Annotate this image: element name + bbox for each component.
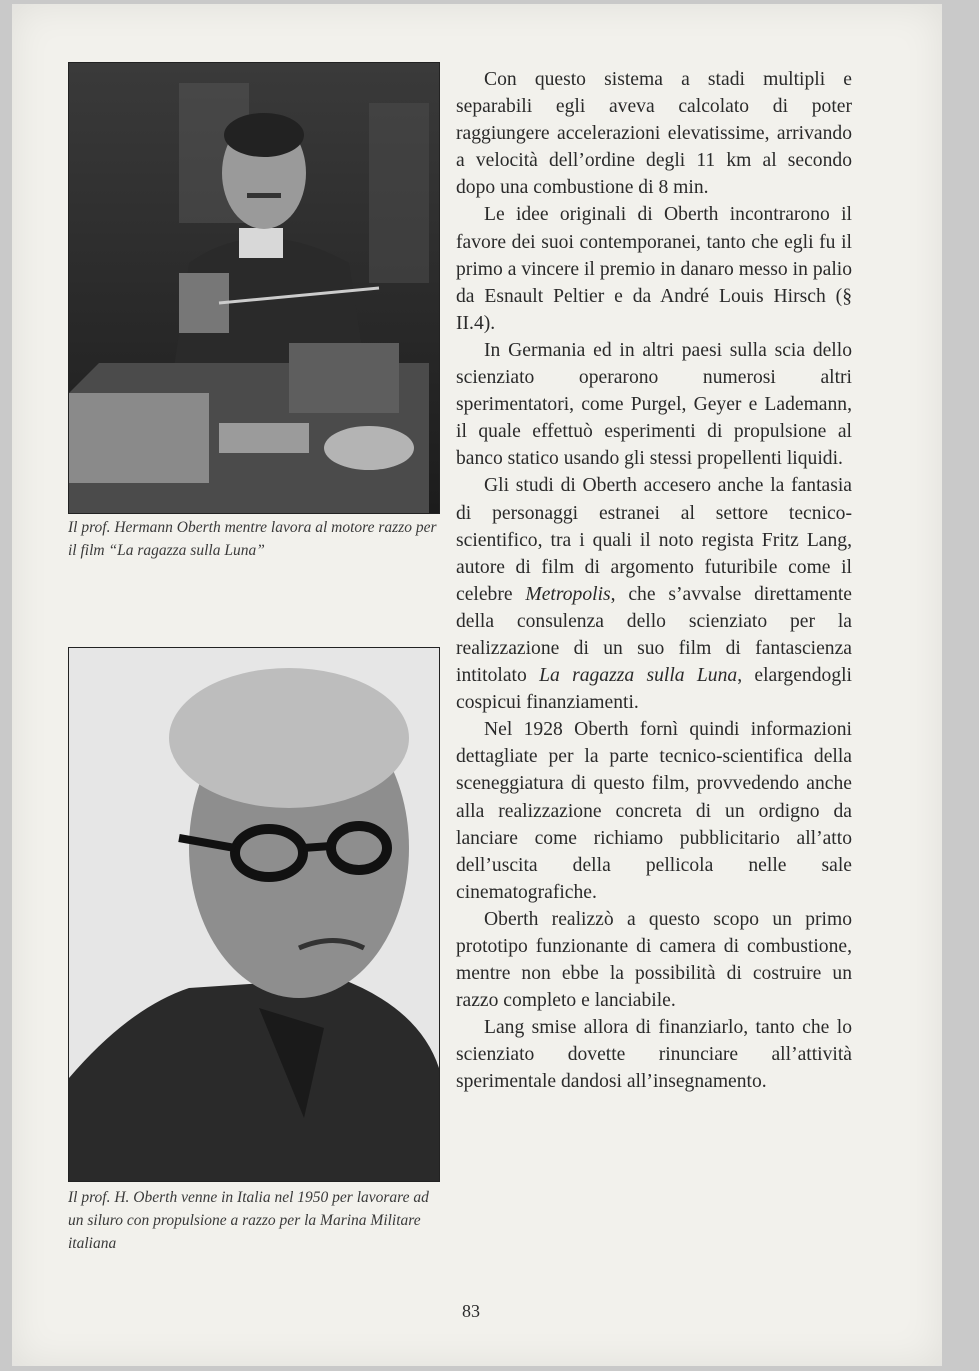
- figure-caption-2: Il prof. H. Oberth venne in Italia nel 1950 per lavorare ad un siluro con propulsione a razzo per la Marina Militare italiana: [68, 1189, 429, 1252]
- paragraph: Con questo sistema a stadi multipli e separabili egli aveva calcolato di poter raggiungere accelerazioni elevatissime, arrivando a velocità dell’ordine degli 11 km al secondo dopo una combustione di 8 min.: [456, 69, 852, 199]
- paragraph: In Germania ed in altri paesi sulla scia dello scienziato operarono numerosi altri sperimentatori, come Purgel, Geyer e Lademann, il quale effettuò esperimenti di propulsione al banco statico usando gli stessi propellenti liquidi.: [456, 339, 852, 470]
- book-page: [12, 4, 942, 1366]
- paragraph-fritz-lang: [456, 472, 852, 716]
- paragraph: Lang smise allora di finanziarlo, tanto che lo scienziato dovette rinunciare all’attività sperimentale dandosi all’insegnamento.: [456, 1017, 852, 1093]
- page-number: 83: [462, 1301, 480, 1321]
- text-span: , elargendogli cospicui finanziamenti.: [456, 665, 852, 714]
- photo-oberth-portrait: [68, 647, 440, 1182]
- film-title-metropolis: Metropolis: [525, 583, 611, 605]
- photo-oberth-workshop: [68, 62, 440, 514]
- paragraph: Le idee originali di Oberth incontrarono il favore dei suoi contemporanei, tanto che egli fu il primo a vincere il premio in danaro messo in palio da Esnault Peltier e da André Louis Hirsch (§ II.4).: [456, 204, 852, 334]
- film-title-ragazza: La ragazza sulla Luna: [539, 665, 738, 687]
- figure-caption-1: Il prof. Hermann Oberth mentre lavora al motore razzo per il film “La ragazza sulla Luna”: [68, 519, 437, 559]
- text-span: Gli studi di Oberth accesero anche la fantasia di personaggi estranei al settore tecnico-scientifico, tra i quali il noto regista Fritz Lang, autore di film di argomento futuribile come il celebre: [456, 475, 852, 605]
- paragraph: Nel 1928 Oberth fornì quindi informazioni dettagliate per la parte tecnico-scientifica della sceneggiatura di questo film, provvedendo anche alla realizzazione concreta di un ordigno da lanciare come richiamo pubblicitario all’atto dell’uscita della pellicola nelle sale cinematografiche.: [456, 719, 852, 903]
- body-text: [456, 66, 852, 1096]
- text-span: , che s’avvalse direttamente della consulenza dello scienziato per la realizzazione di un suo film di fantascienza intitolato: [456, 583, 853, 687]
- paragraph: Oberth realizzò a questo scopo un primo prototipo funzionante di camera di combustione, mentre non ebbe la possibilità di costruire un razzo completo e lanciabile.: [456, 908, 852, 1012]
